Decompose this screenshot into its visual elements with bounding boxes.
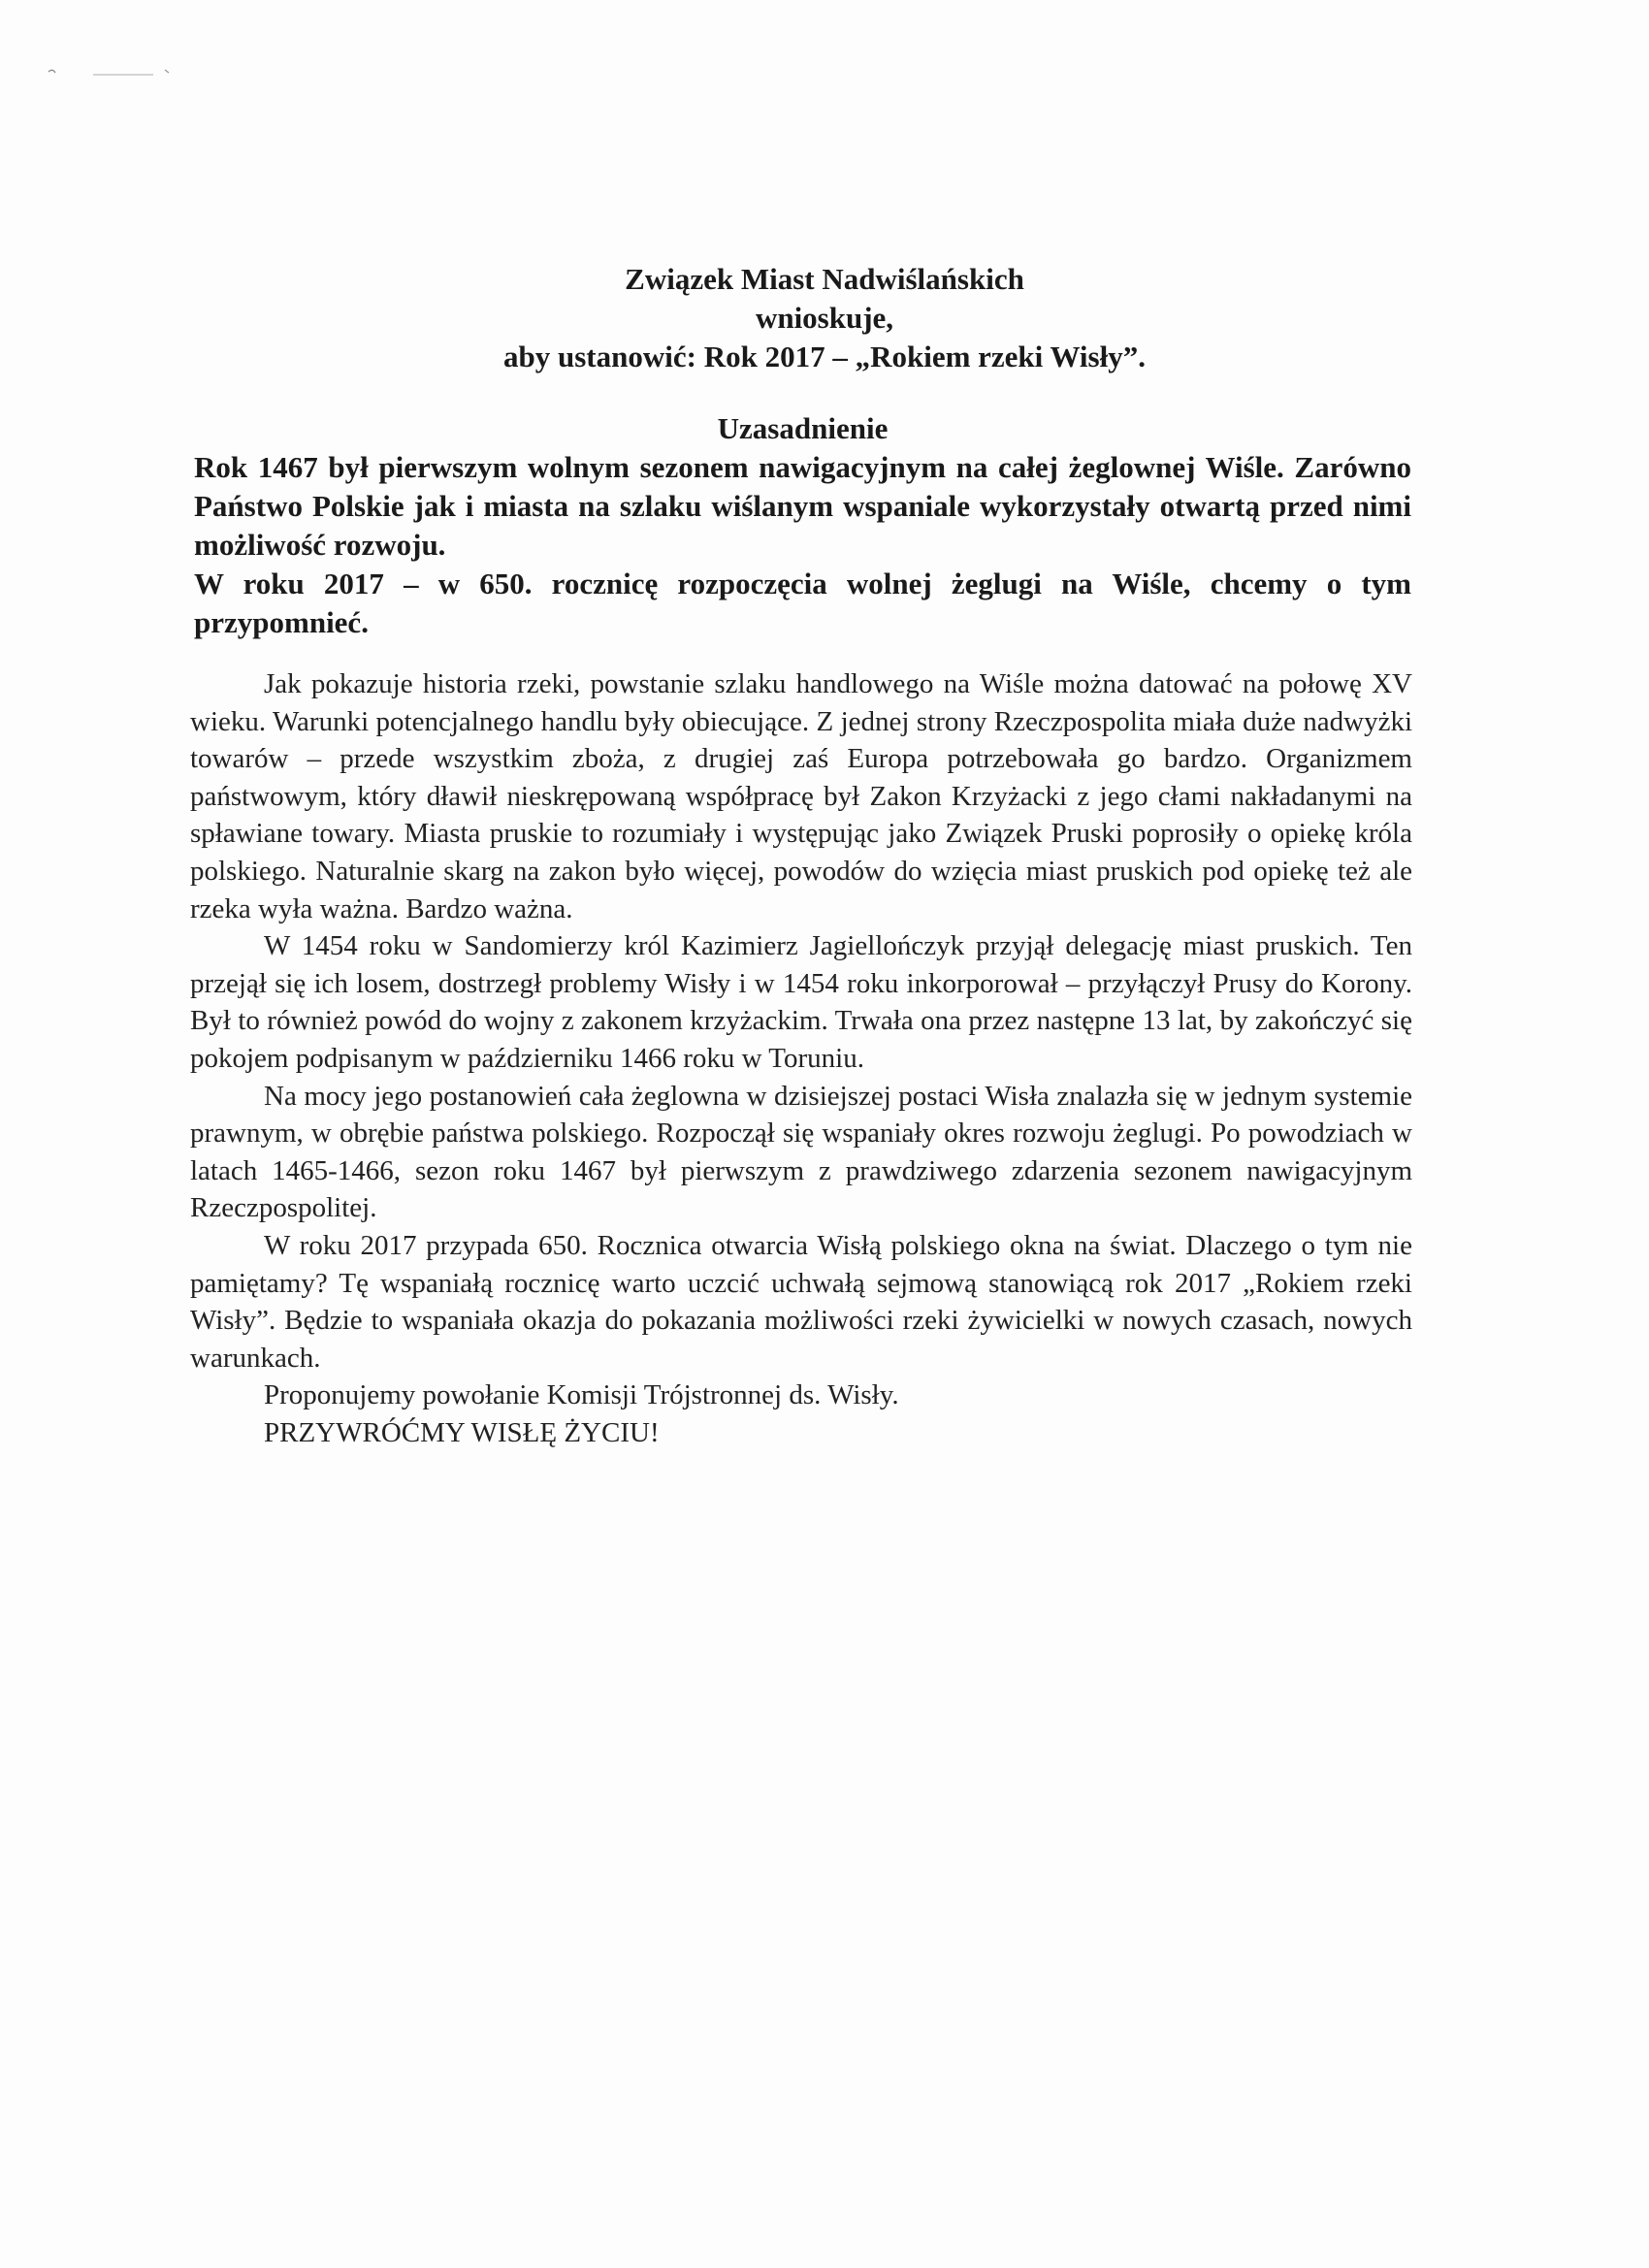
- header-organization: Związek Miast Nadwiślańskich: [625, 262, 1024, 296]
- justification-section: [194, 409, 1411, 642]
- body-paragraph: Jak pokazuje historia rzeki, powstanie szlaku handlowego na Wiśle można datować na połowę XV wieku. Warunki potencjalnego handlu były obiecujące. Z jednej strony Rzeczpospolita miała duże nadwyżki towarów – przede wszystkim zboża, z drugiej zaś Europa potrzebowała go bardzo. Organizmem państwowym, który dławił nieskrępowaną współpracę był Zakon Krzyżacki z jego cłami nakładanymi na spławiane towary. Miasta pruskie to rozumiały i występując jako Związek Pruski poprosiły o opiekę króla polskiego. Naturalnie skarg na zakon było więcej, powodów do wzięcia miast pruskich pod opiekę też ale rzeka wyła ważna. Bardzo ważna.: [190, 668, 1412, 924]
- body-paragraph: W 1454 roku w Sandomierzy król Kazimierz Jagiellończyk przyjął delegację miast pruskich. Ten przejął się ich losem, dostrzegł problemy Wisły i w 1454 roku inkorporował – przyłączył Prusy do Korony. Był to również powód do wojny z zakonem krzyżackim. Trwała ona przez następne 13 lat, by zakończyć się pokojem podpisanym w październiku 1466 roku w Toruniu.: [190, 930, 1412, 1074]
- body-paragraph: W roku 2017 przypada 650. Rocznica otwarcia Wisłą polskiego okna na świat. Dlaczego o tym nie pamiętamy? Tę wspaniałą rocznicę warto uczcić uchwałą sejmową stanowiącą rok 2017 „Rokiem rzeki Wisły”. Będzie to wspaniała okazja do pokazania możliwości rzeki żywicielki w nowych czasach, nowych warunkach.: [190, 1229, 1412, 1374]
- scan-artifact-mark: [47, 66, 173, 80]
- body-proposal-line: Proponujemy powołanie Komisji Trójstronnej ds. Wisły.: [264, 1379, 899, 1411]
- body-paragraph: Na mocy jego postanowień cała żeglowna w dzisiejszej postaci Wisła znalazła się w jednym systemie prawnym, w obrębie państwa polskiego. Rozpoczął się wspaniały okres rozwoju żeglugi. Po powodziach w latach 1465-1466, sezon roku 1467 był pierwszym z prawdziwego zdarzenia sezonem nawigacyjnym Rzeczpospolitej.: [190, 1080, 1412, 1224]
- document-header: [194, 260, 1455, 376]
- body-closing-slogan: PRZYWRÓĆMY WISŁĘ ŻYCIU!: [264, 1416, 660, 1448]
- header-verb: wnioskuje,: [755, 301, 894, 335]
- document-body: [190, 665, 1412, 1451]
- justification-paragraph: W roku 2017 – w 650. rocznicę rozpoczęcia wolnej żeglugi na Wiśle, chcemy o tym przypomnieć.: [194, 567, 1411, 639]
- justification-heading: Uzasadnienie: [717, 411, 889, 445]
- header-proposal: aby ustanowić: Rok 2017 – „Rokiem rzeki Wisły”.: [503, 340, 1146, 373]
- justification-paragraph: Rok 1467 był pierwszym wolnym sezonem nawigacyjnym na całej żeglownej Wiśle. Zarówno Państwo Polskie jak i miasta na szlaku wiślanym wspaniale wykorzystały otwartą przed nimi możliwość rozwoju.: [194, 450, 1411, 562]
